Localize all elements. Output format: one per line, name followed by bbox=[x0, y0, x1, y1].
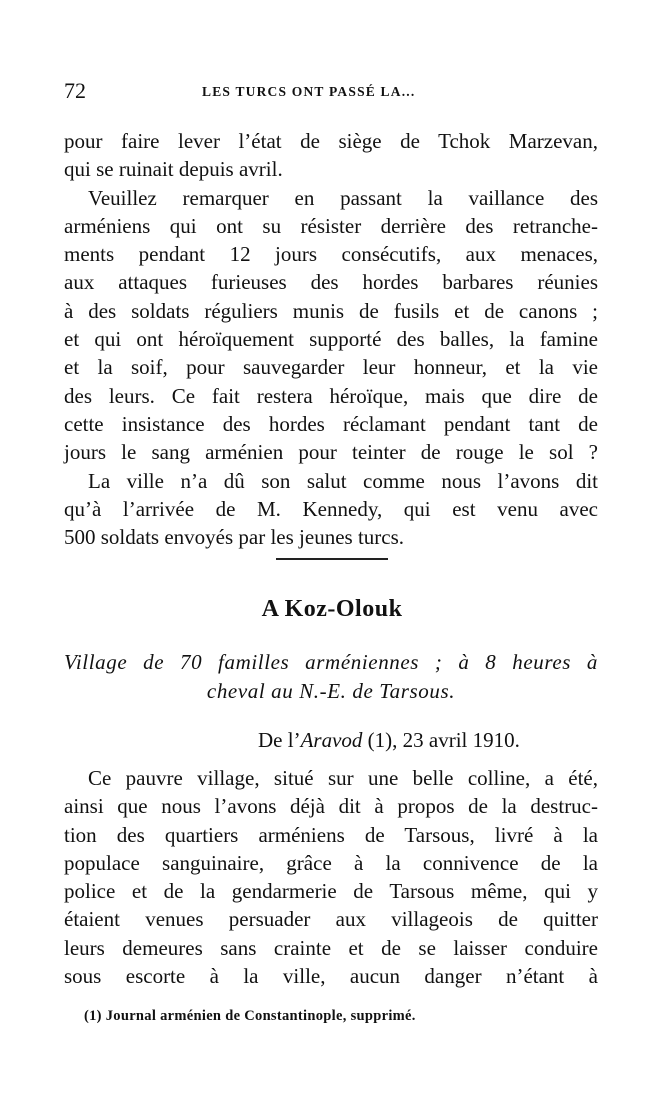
dateline-suffix: (1), 23 avril 1910. bbox=[362, 728, 520, 752]
dateline-prefix: De l’ bbox=[258, 728, 301, 752]
section-title: A Koz-Olouk bbox=[261, 596, 403, 622]
page-number: 72 bbox=[64, 78, 86, 103]
text-line: arméniens qui ont su résister derrière des retranche- bbox=[64, 213, 598, 238]
footnote: (1) Journal arménien de Constantinople, supprimé. bbox=[84, 1008, 416, 1024]
text-line: ments pendant 12 jours consécutifs, aux menaces, bbox=[64, 242, 598, 267]
text-line: cette insistance des hordes réclamant pendant tant de bbox=[64, 411, 598, 436]
body-text-top bbox=[64, 127, 598, 551]
subtitle-line: Village de 70 familles arméniennes ; à 8 heures à bbox=[64, 650, 598, 674]
dateline bbox=[258, 728, 520, 753]
text-line: populace sanguinaire, grâce à la connivence de la bbox=[64, 850, 598, 875]
page-header bbox=[64, 78, 598, 108]
text-line: 500 soldats envoyés par les jeunes turcs. bbox=[64, 525, 405, 550]
body-text-bottom bbox=[64, 764, 598, 990]
subtitle-line: cheval au N.-E. de Tarsous. bbox=[206, 679, 456, 703]
text-line: police et de la gendarmerie de Tarsous même, qui y bbox=[64, 879, 598, 904]
text-line: et la soif, pour sauvegarder leur honneur, et la vie bbox=[64, 355, 598, 380]
text-line: ainsi que nous l’avons déjà dit à propos de la destruc- bbox=[64, 794, 598, 819]
text-line: qu’à l’arrivée de M. Kennedy, qui est venu avec bbox=[64, 496, 598, 521]
section-subtitle bbox=[64, 648, 598, 706]
running-head: LES TURCS ONT PASSÉ LA... bbox=[202, 84, 416, 99]
text-line: pour faire lever l’état de siège de Tchok Marzevan, bbox=[64, 129, 598, 153]
text-line: à des soldats réguliers munis de fusils et de canons ; bbox=[64, 298, 598, 323]
text-line: jours le sang arménien pour teinter de rouge le sol ? bbox=[64, 440, 598, 465]
section-divider bbox=[276, 558, 388, 560]
text-line: leurs demeures sans crainte et de se laisser conduire bbox=[64, 935, 598, 960]
text-line: Ce pauvre village, situé sur une belle colline, a été, bbox=[88, 766, 598, 790]
text-line: et qui ont héroïquement supporté des balles, la famine bbox=[64, 327, 598, 352]
text-line: qui se ruinait depuis avril. bbox=[64, 157, 283, 182]
text-line: des leurs. Ce fait restera héroïque, mais que dire de bbox=[64, 383, 598, 408]
text-line: Veuillez remarquer en passant la vaillance des bbox=[88, 185, 598, 210]
text-line: étaient venues persuader aux villageois de quitter bbox=[64, 907, 598, 932]
text-line: aux attaques furieuses des hordes barbares réunies bbox=[64, 270, 598, 295]
text-line: sous escorte à la ville, aucun danger n’étant à bbox=[64, 964, 598, 989]
text-line: tion des quartiers arméniens de Tarsous, livré à la bbox=[64, 822, 598, 847]
dateline-source: Aravod bbox=[300, 728, 363, 752]
text-line: La ville n’a dû son salut comme nous l’avons dit bbox=[88, 468, 598, 493]
